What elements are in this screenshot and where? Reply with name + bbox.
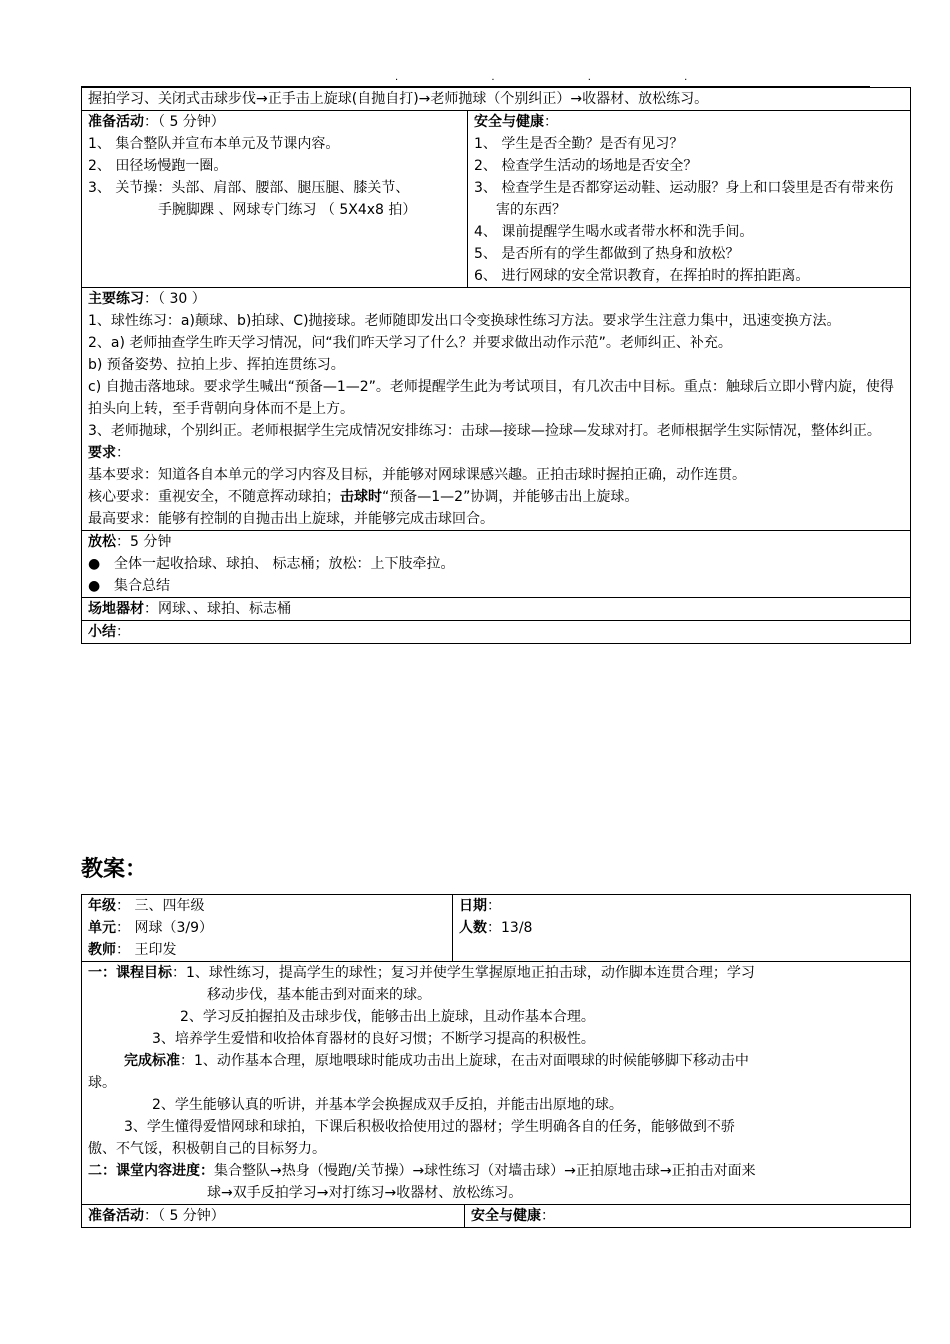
plan-safety-suffix: ： xyxy=(541,1208,555,1224)
count-value: ：13/8 xyxy=(487,920,533,936)
main-line: 1、球性练习：a)颠球、b)拍球、C)抛接球。老师随即发出口令变换球性练习方法。要求学生注意力集中，迅速变换方法。 xyxy=(88,313,841,329)
summary-label: 小结 xyxy=(88,624,116,640)
plan-prep-label: 准备活动 xyxy=(88,1208,144,1224)
plan-safety-label: 安全与健康 xyxy=(471,1208,541,1224)
main-line: 2、a) 老师抽查学生昨天学习情况，问“我们昨天学习了什么？并要求做出动作示范”。老师纠正、补充。 xyxy=(88,335,732,351)
safety-item: 4、 课前提醒学生喝水或者带水杯和洗手间。 xyxy=(474,224,754,240)
plan-prep-cell xyxy=(82,1205,465,1228)
count-label: 人数 xyxy=(459,920,487,936)
equipment-value: ：网球、、球拍、标志桶 xyxy=(144,601,291,617)
prep-title-suffix: ：（ 5 分钟） xyxy=(144,114,225,130)
equipment-row xyxy=(82,598,911,621)
grade-value: ： 三、四年级 xyxy=(116,898,205,914)
safety-item: 2、 检查学生活动的场地是否安全？ xyxy=(474,158,698,174)
requirement-basic: 基本要求：知道各自本单元的学习内容及目标，并能够对网球课感兴趣。正拍击球时握拍正确，动作连贯。 xyxy=(88,467,746,483)
requirement-core-bold: 击球时 xyxy=(340,489,382,505)
main-line: 3、老师抛球，个别纠正。老师根据学生完成情况安排练习：击球—接球—捡球—发球对打。老师根据学生实际情况，整体纠正。 xyxy=(88,423,881,439)
grade-label: 年级 xyxy=(88,898,116,914)
safety-item: 6、 进行网球的安全常识教育，在挥拍时的挥拍距离。 xyxy=(474,268,810,284)
safety-item: 5、 是否所有的学生都做到了热身和放松？ xyxy=(474,246,740,262)
header-dots: . . . . xyxy=(395,72,733,83)
requirement-core xyxy=(88,486,904,508)
progress-label: 二：课堂内容进度： xyxy=(88,1163,214,1179)
equipment-label: 场地器材 xyxy=(88,601,144,617)
prep-item: 手腕脚踝 、网球专门练习 （ 5X4x8 拍） xyxy=(158,202,417,218)
summary-value: ： xyxy=(116,624,130,640)
prep-item: 3、 关节操：头部、肩部、腰部、腿压腿、膝关节、 xyxy=(88,180,410,196)
safety-item: 3、 检查学生是否都穿运动鞋、运动服？身上和口袋里是否有带来伤害的东西？ xyxy=(474,180,894,218)
intro-row xyxy=(82,88,911,111)
goal-1b: 移动步伐，基本能击到对面来的球。 xyxy=(207,987,431,1003)
relax-cell xyxy=(82,531,911,598)
teacher-value: ： 王印发 xyxy=(116,942,177,958)
standard-3b: 傲、不气馁，积极朝自己的目标努力。 xyxy=(88,1141,326,1157)
progress-b: 球→双手反拍学习→对打练习→收器材、放松练习。 xyxy=(207,1185,523,1201)
prep-cell xyxy=(82,111,468,288)
goal-3: 3、培养学生爱惜和收拾体育器材的良好习惯；不断学习提高的积极性。 xyxy=(152,1031,595,1047)
goal-2: 2、学习反拍握拍及击球步伐，能够击出上旋球，且动作基本合理。 xyxy=(180,1009,595,1025)
goal-label: 一：课程目标 xyxy=(88,965,172,981)
safety-cell xyxy=(468,111,911,288)
requirement-top: 最高要求：能够有控制的自抛击出上旋球，并能够完成击球回合。 xyxy=(88,511,494,527)
standard-label: 完成标准 xyxy=(124,1053,180,1069)
plan-safety-cell xyxy=(465,1205,911,1228)
plan-info-right xyxy=(453,895,911,962)
safety-title: 安全与健康 xyxy=(474,114,544,130)
progress-a: 集合整队→热身（慢跑/关节操）→球性练习（对墙击球）→正拍原地击球→正拍击对面来 xyxy=(214,1163,756,1179)
lesson-table-2 xyxy=(81,894,911,1228)
standard-1b: 球。 xyxy=(88,1075,116,1091)
safety-title-suffix: ： xyxy=(544,114,558,130)
standard-1: ：1、动作基本合理，原地喂球时能成功击出上旋球，在击对面喂球的时候能够脚下移动击中 xyxy=(180,1053,749,1069)
prep-item: 1、 集合整队并宣布本单元及节课内容。 xyxy=(88,136,340,152)
main-title: 主要练习 xyxy=(88,291,144,307)
prep-title: 准备活动 xyxy=(88,114,144,130)
date-value: ： xyxy=(487,898,501,914)
intro-text: 握拍学习、关闭式击球步伐→正手击上旋球(自抛自打)→老师抛球（个别纠正）→收器材、放松练习。 xyxy=(88,91,709,107)
requirements-title: 要求 xyxy=(88,445,116,461)
unit-label: 单元 xyxy=(88,920,116,936)
plan-prep-suffix: ：（ 5 分钟） xyxy=(144,1208,225,1224)
plan-info-left xyxy=(82,895,453,962)
relax-item: ● 集合总结 xyxy=(88,575,904,597)
relax-item: ● 全体一起收拾球、球拍、 标志桶；放松：上下肢牵拉。 xyxy=(88,553,904,575)
main-line: c) 自抛击落地球。要求学生喊出“预备—1—2”。老师提醒学生此为考试项目，有几次击中目标。重点：触球后立即小臂内旋，使得拍头向上转，至手背朝向身体而不是上方。 xyxy=(88,379,894,417)
teacher-label: 教师 xyxy=(88,942,116,958)
relax-title-suffix: ：5 分钟 xyxy=(116,534,172,550)
main-title-suffix: ：（ 30 ） xyxy=(144,291,206,307)
requirements-suffix: ： xyxy=(116,445,130,461)
lesson-table-1 xyxy=(81,87,911,644)
relax-title: 放松 xyxy=(88,534,116,550)
prep-item: 2、 田径场慢跑一圈。 xyxy=(88,158,228,174)
summary-row xyxy=(82,621,911,644)
goal-1: ：1、球性练习，提高学生的球性；复习并使学生掌握原地正拍击球，动作脚本连贯合理；学习 xyxy=(172,965,755,981)
requirement-core-a: 核心要求：重视安全，不随意挥动球拍； xyxy=(88,489,340,505)
standard-3: 3、学生懂得爱惜网球和球拍，下课后积极收拾使用过的器材；学生明确各自的任务，能够做到不骄 xyxy=(124,1119,735,1135)
unit-value: ： 网球（3/9） xyxy=(116,920,213,936)
goals-cell xyxy=(82,962,911,1205)
plan-heading: 教案： xyxy=(81,857,148,882)
requirement-core-b: “预备—1—2”协调，并能够击出上旋球。 xyxy=(382,489,639,505)
main-cell xyxy=(82,288,911,531)
standard-2: 2、学生能够认真的听讲，并基本学会换握成双手反拍，并能击出原地的球。 xyxy=(152,1097,623,1113)
safety-item: 1、 学生是否全勤？是否有见习？ xyxy=(474,136,684,152)
main-line: b) 预备姿势、拉拍上步、挥拍连贯练习。 xyxy=(88,357,345,373)
date-label: 日期 xyxy=(459,898,487,914)
